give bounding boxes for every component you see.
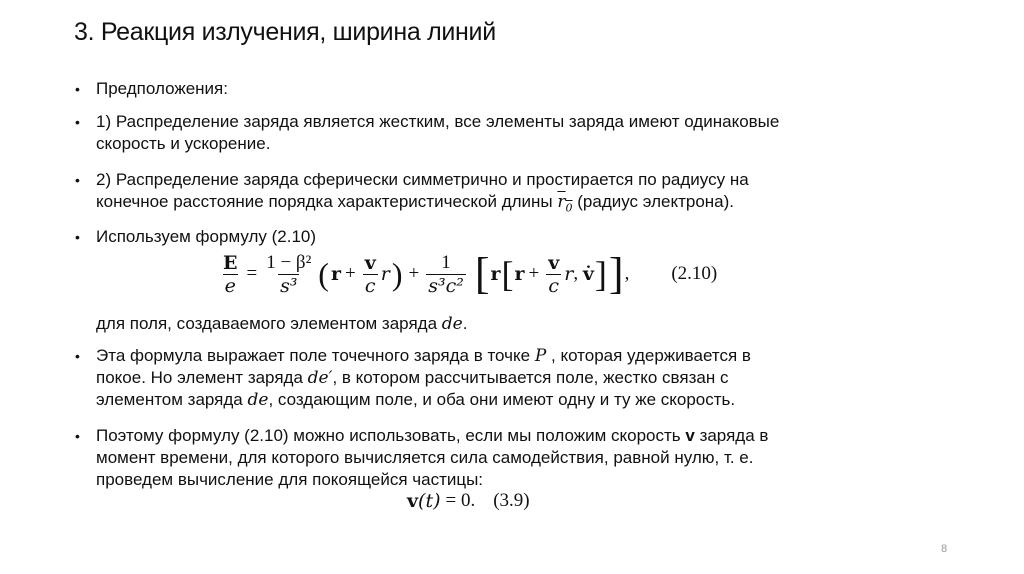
bullet-text-line2 <box>96 191 734 219</box>
text: конечное расстояние порядка характеристической длины <box>96 192 553 211</box>
fraction-v-over-c <box>363 252 378 297</box>
text: заряда в <box>699 426 769 445</box>
r0-symbol: $r_0$ <box>557 192 573 215</box>
numerator: v <box>548 251 560 274</box>
r-vector: r <box>330 263 341 285</box>
de-symbol: de <box>441 314 463 334</box>
denominator: s³c² <box>428 274 464 297</box>
de-symbol: de <box>247 390 269 410</box>
bullet-text-line2: момент времени, для которого вычисляется сила самодействия, равной нулю, т. е. <box>96 448 754 467</box>
denominator: e <box>224 274 236 297</box>
page-number: 8 <box>941 543 948 555</box>
left-paren: ( <box>318 256 329 292</box>
formula-2-10: $\frac{E}{e}$ = $\frac{\text{1 − β²}}{\text{s³}}$ ( r + $\frac{v}{c}$ r ) + $\frac{1}{\text{s³c²}}$ [ r [ r + $\frac{v}{c}$ r , v̇ ] ] , (2.10) <box>223 249 718 298</box>
r-vector: r <box>514 263 525 285</box>
r-scalar: r <box>564 263 574 285</box>
fraction-beta <box>264 252 313 297</box>
bullet-text-line1: 1) Распределение заряда является жестким, все элементы заряда имеют одинаковые <box>96 112 780 131</box>
bullet-text: Используем формулу (2.10) <box>96 227 317 246</box>
equation-label: (3.9) <box>493 490 530 511</box>
right-bracket-outer: ] <box>608 249 624 298</box>
bullet-text-line1 <box>96 345 751 367</box>
bullet-icon: • <box>75 348 80 364</box>
left-bracket-outer: [ <box>474 249 490 298</box>
bullet-icon: • <box>75 428 80 444</box>
numerator: E <box>223 251 238 274</box>
bullet-text-line2 <box>96 367 728 389</box>
denominator: c <box>364 274 376 297</box>
bullet-text-line1: 2) Распределение заряда сферически симметрично и простирается по радиусу на <box>96 170 749 189</box>
numerator: v <box>364 251 376 274</box>
text: , в котором рассчитывается поле, жестко связан с <box>332 368 729 387</box>
numerator: 1 <box>441 251 451 273</box>
bullet-text-line1 <box>96 425 768 447</box>
fraction-v-over-c <box>546 252 561 297</box>
equation-label: (2.10) <box>671 263 718 284</box>
P-symbol: P <box>534 346 547 366</box>
text: для поля, создаваемого элементом заряда <box>96 314 438 333</box>
numerator: 1 − β² <box>266 251 312 273</box>
right-paren: ) <box>391 256 403 292</box>
r-scalar: r <box>380 263 390 285</box>
v-symbol: v <box>685 426 695 445</box>
bullet-icon: • <box>75 229 80 245</box>
slide-title: 3. Реакция излучения, ширина линий <box>74 18 496 46</box>
left-bracket-inner: [ <box>501 254 514 294</box>
comma: , <box>624 263 630 284</box>
bullet-text: Предположения: <box>96 79 228 98</box>
bullet-text-line3 <box>96 389 735 411</box>
equals-sign: = <box>246 263 258 284</box>
formula-explanation <box>96 313 467 335</box>
text: Поэтому формулу (2.10) можно использовать, если мы положим скорость <box>96 426 681 445</box>
bullet-text-line2: скорость и ускорение. <box>96 134 271 153</box>
text: , создающим поле, и оба они имеют одну и ту же скорость. <box>268 390 736 409</box>
text: покое. Но элемент заряда <box>96 368 303 387</box>
bullet-text-line3: проведем вычисление для покоящейся частицы: <box>96 470 484 489</box>
denominator: c <box>548 274 560 297</box>
text: элементом заряда <box>96 390 243 409</box>
bullet-icon: • <box>75 81 80 97</box>
plus-sign: + <box>344 263 356 284</box>
text: Эта формула выражает поле точечного заряда в точке <box>96 346 531 365</box>
bullet-icon: • <box>75 114 80 130</box>
bullet-icon: • <box>75 172 80 188</box>
period: . <box>462 314 468 333</box>
argument: (t) <box>418 490 441 512</box>
fraction-E-over-e <box>221 252 239 297</box>
r-vector: r <box>490 263 501 285</box>
right-bracket-inner: ] <box>594 254 607 294</box>
v-dot: v̇ <box>582 263 594 285</box>
formula-3-9 <box>407 490 530 512</box>
plus-sign: + <box>408 263 420 284</box>
denominator: s³ <box>280 274 298 297</box>
fraction-one-over-s3c2 <box>426 252 466 297</box>
plus-sign: + <box>528 263 540 284</box>
v-vector: v <box>407 490 419 512</box>
text: (радиус электрона). <box>577 192 735 211</box>
de-prime-symbol: de′ <box>307 368 333 388</box>
text: , которая удерживается в <box>551 346 751 365</box>
equals-zero: = 0. <box>445 490 476 511</box>
